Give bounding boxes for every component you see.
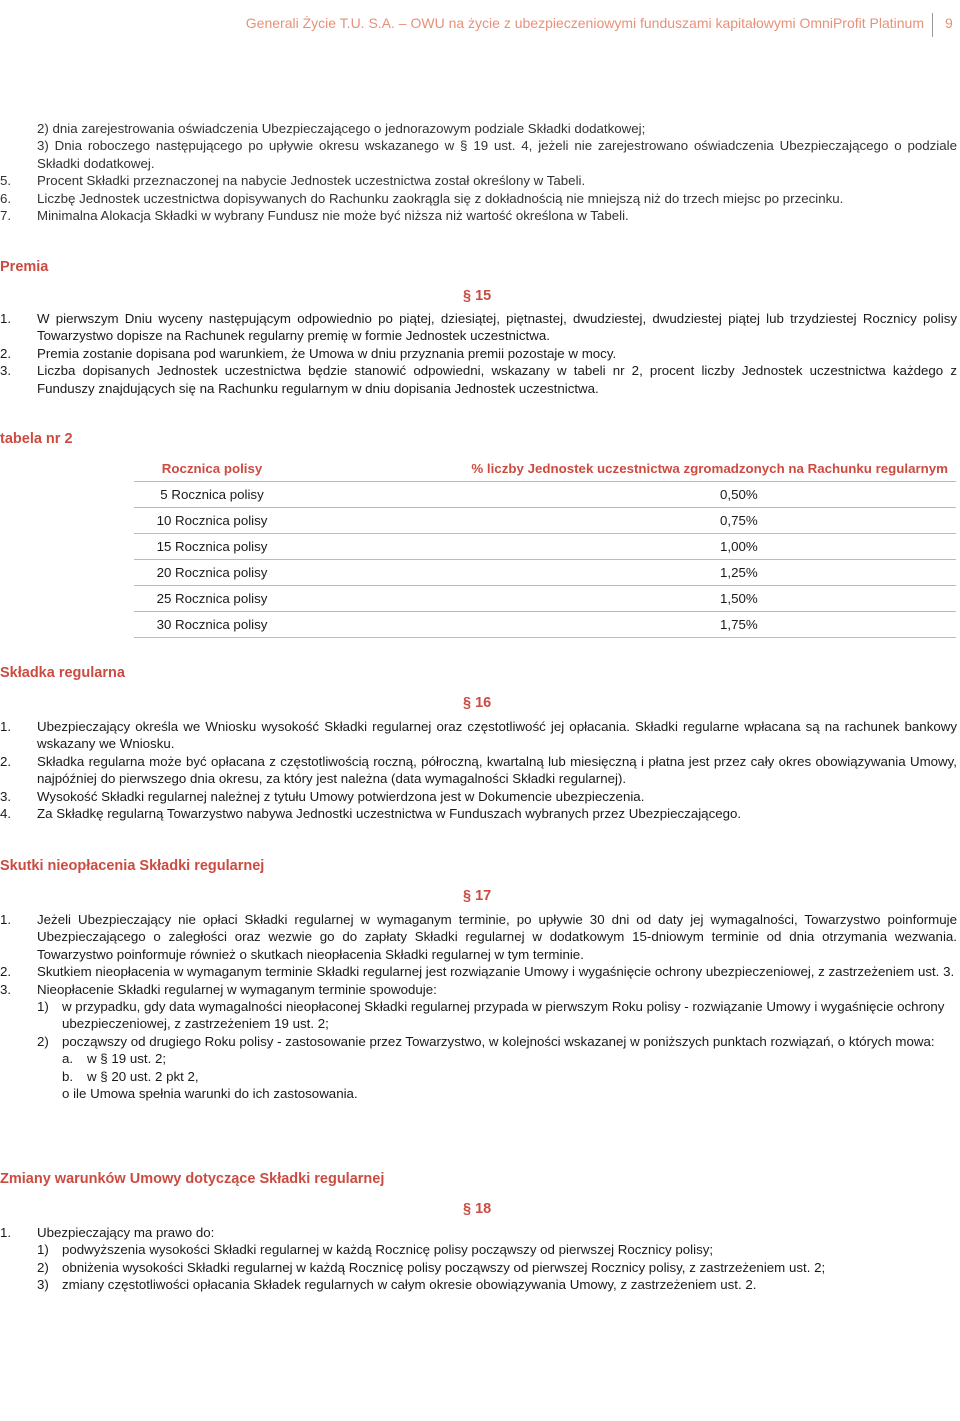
document-title: Generali Życie T.U. S.A. – OWU na życie z ubezpieczeniowymi funduszami kapitałowymi OmniProfit Platinum [245,15,924,31]
table-row [134,560,956,586]
table-row [134,586,956,612]
table-cell: 1,25% [290,560,956,586]
skutki-list [0,911,957,1102]
sub-item: 1) podwyższenia wysokości Składki regularnej w każdą Rocznicę polisy począwszy od pierwszej Rocznicy polisy; [37,1242,714,1258]
sub-sub-item: a. w § 19 ust. 2; [62,1051,167,1067]
header-divider [932,13,933,37]
list-item: 2) dnia zarejestrowania oświadczenia Ubezpieczającego o jednorazowym podziale Składki dodatkowej; [37,121,646,136]
table-cell: 5 Rocznica polisy [134,482,290,508]
list-item: 3. Liczba dopisanych Jednostek uczestnictwa będzie stanowić odpowiedni, wskazany w tabeli nr 2, procent liczby Jednostek uczestnictwa każdego z Funduszy znajdujących się na Rachunku regularnym w dniu dopisania Jednostek uczestnictwa. [0,363,957,396]
sub-item: 3) zmiany częstotliwości opłacania Składek regularnych w całym okresie obowiązywania Umowy, z zastrzeżeniem ust. 2. [37,1277,757,1293]
list-item: 4. Za Składkę regularną Towarzystwo nabywa Jednostki uczestnictwa w Funduszach wybranych przez Ubezpieczającego. [0,806,742,822]
list-item: 3) Dnia roboczego następującego po upływie okresu wskazanego w § 19 ust. 4, jeżeli nie zarejestrowano oświadczenia Ubezpieczającego o podziale Składki dodatkowej. [37,138,957,171]
list-item: 3. Wysokość Składki regularnej należnej z tytułu Umowy potwierdzona jest w Dokumencie ubezpieczenia. [0,788,645,804]
list-item: 7. Minimalna Alokacja Składki w wybrany Fundusz nie może być niższa niż wartość określona w Tabeli. [0,208,629,224]
sub-sub-item: b. w § 20 ust. 2 pkt 2, [62,1068,199,1084]
paragraph-number: § 16 [463,695,492,711]
column-header: Rocznica polisy [134,456,290,482]
sub-item: 1) w przypadku, gdy data wymagalności nieopłaconej Składki regularnej przypada w pierwszym Roku polisy - rozwiązanie Umowy i wygaśnięcie ochrony ubezpieczeniowej, z zastrzeżeniem 19 ust. 2; [37,999,945,1032]
table-cell: 1,75% [290,612,956,638]
paragraph-number: § 17 [463,888,492,904]
page-number: 9 [945,15,953,31]
paragraph-number: § 15 [463,288,492,304]
table-cell: 15 Rocznica polisy [134,534,290,560]
list-item: 5. Procent Składki przeznaczonej na nabycie Jednostek uczestnictwa został określony w Tabeli. [0,173,586,189]
skladka-list [0,718,957,822]
premium-table [134,456,956,638]
table-cell: 25 Rocznica polisy [134,586,290,612]
list-item: 6. Liczbę Jednostek uczestnictwa dopisywanych do Rachunku zaokrągla się z dokładnością nie mniejszą niż do trzech miejsc po przecinku. [0,190,844,206]
table-header-row [134,456,956,482]
table-row [134,508,956,534]
sub-item: 2) począwszy od drugiego Roku polisy - zastosowanie przez Towarzystwo, w kolejności wskazanej w poniższych punktach rozwiązań, o których mowa: [37,1033,935,1049]
column-header: % liczby Jednostek uczestnictwa zgromadzonych na Rachunku regularnym [290,456,956,482]
table-cell: 10 Rocznica polisy [134,508,290,534]
section-title-skladka: Składka regularna [0,665,125,681]
sub-note: o ile Umowa spełnia warunki do ich zastosowania. [62,1086,358,1102]
table-cell: 0,75% [290,508,956,534]
list-item: 1. Jeżeli Ubezpieczający nie opłaci Składki regularnej w wymaganym terminie, po upływie 30 dni od daty jej wymagalności, Towarzystwo poinformuje Ubezpieczającego o zaległości oraz wezwie go do zapłaty Składki regularnej w dodatkowym 15-dniowym terminie od dnia otrzymania wezwania. Towarzystwo poinformuje również o skutkach nieopłacenia Składki regularnej w tym terminie. [0,912,957,962]
section-title-skutki: Skutki nieopłacenia Składki regularnej [0,858,265,874]
sub-item: 2) obniżenia wysokości Składki regularnej w każdą Rocznicę polisy począwszy od pierwszej Rocznicy polisy, z zastrzeżeniem ust. 2; [37,1259,826,1275]
table-cell: 1,00% [290,534,956,560]
top-list [0,120,957,224]
list-item: 1. Ubezpieczający określa we Wniosku wysokość Składki regularnej oraz częstotliwość jej opłacania. Składki regularne wpłacana są na rachunek bankowy wskazany we Wniosku. [0,719,957,752]
table-cell: 20 Rocznica polisy [134,560,290,586]
page-header [0,13,960,35]
table-row [134,482,956,508]
table-row [134,612,956,638]
section-title-premia: Premia [0,259,49,275]
premia-list [0,310,957,397]
list-item: 2. Składka regularna może być opłacana z częstotliwością roczną, półroczną, kwartalną lub miesięczną i płatna jest przez cały okres obowiązywania Umowy, najpóźniej do pierwszego dnia okresu, za który jest należna (data wymagalności Składki regularnej). [0,753,957,787]
table-cell: 0,50% [290,482,956,508]
list-item: 1. W pierwszym Dniu wyceny następującym odpowiednio po piątej, dziesiątej, piętnastej, dwudziestej, dwudziestej piątej lub trzydziestej Rocznicy polisy Towarzystwo dopisze na Rachunek regularny premię w formie Jednostek uczestnictwa. [0,311,957,344]
zmiany-list [0,1224,957,1294]
table-title: tabela nr 2 [0,431,73,447]
table-cell: 30 Rocznica polisy [134,612,290,638]
table-cell: 1,50% [290,586,956,612]
paragraph-number: § 18 [463,1201,492,1217]
table-row [134,534,956,560]
list-item: 2. Premia zostanie dopisana pod warunkiem, że Umowa w dniu przyznania premii pozostaje w mocy. [0,345,617,361]
list-item: 1. Ubezpieczający ma prawo do: [0,1225,215,1240]
list-item: 2. Skutkiem nieopłacenia w wymaganym terminie Składki regularnej jest rozwiązanie Umowy i wygaśnięcie ochrony ubezpieczeniowej, z zastrzeżeniem ust. 3. [0,964,955,980]
section-title-zmiany: Zmiany warunków Umowy dotyczące Składki regularnej [0,1171,385,1187]
list-item: 3. Nieopłacenie Składki regularnej w wymaganym terminie spowoduje: [0,981,437,997]
